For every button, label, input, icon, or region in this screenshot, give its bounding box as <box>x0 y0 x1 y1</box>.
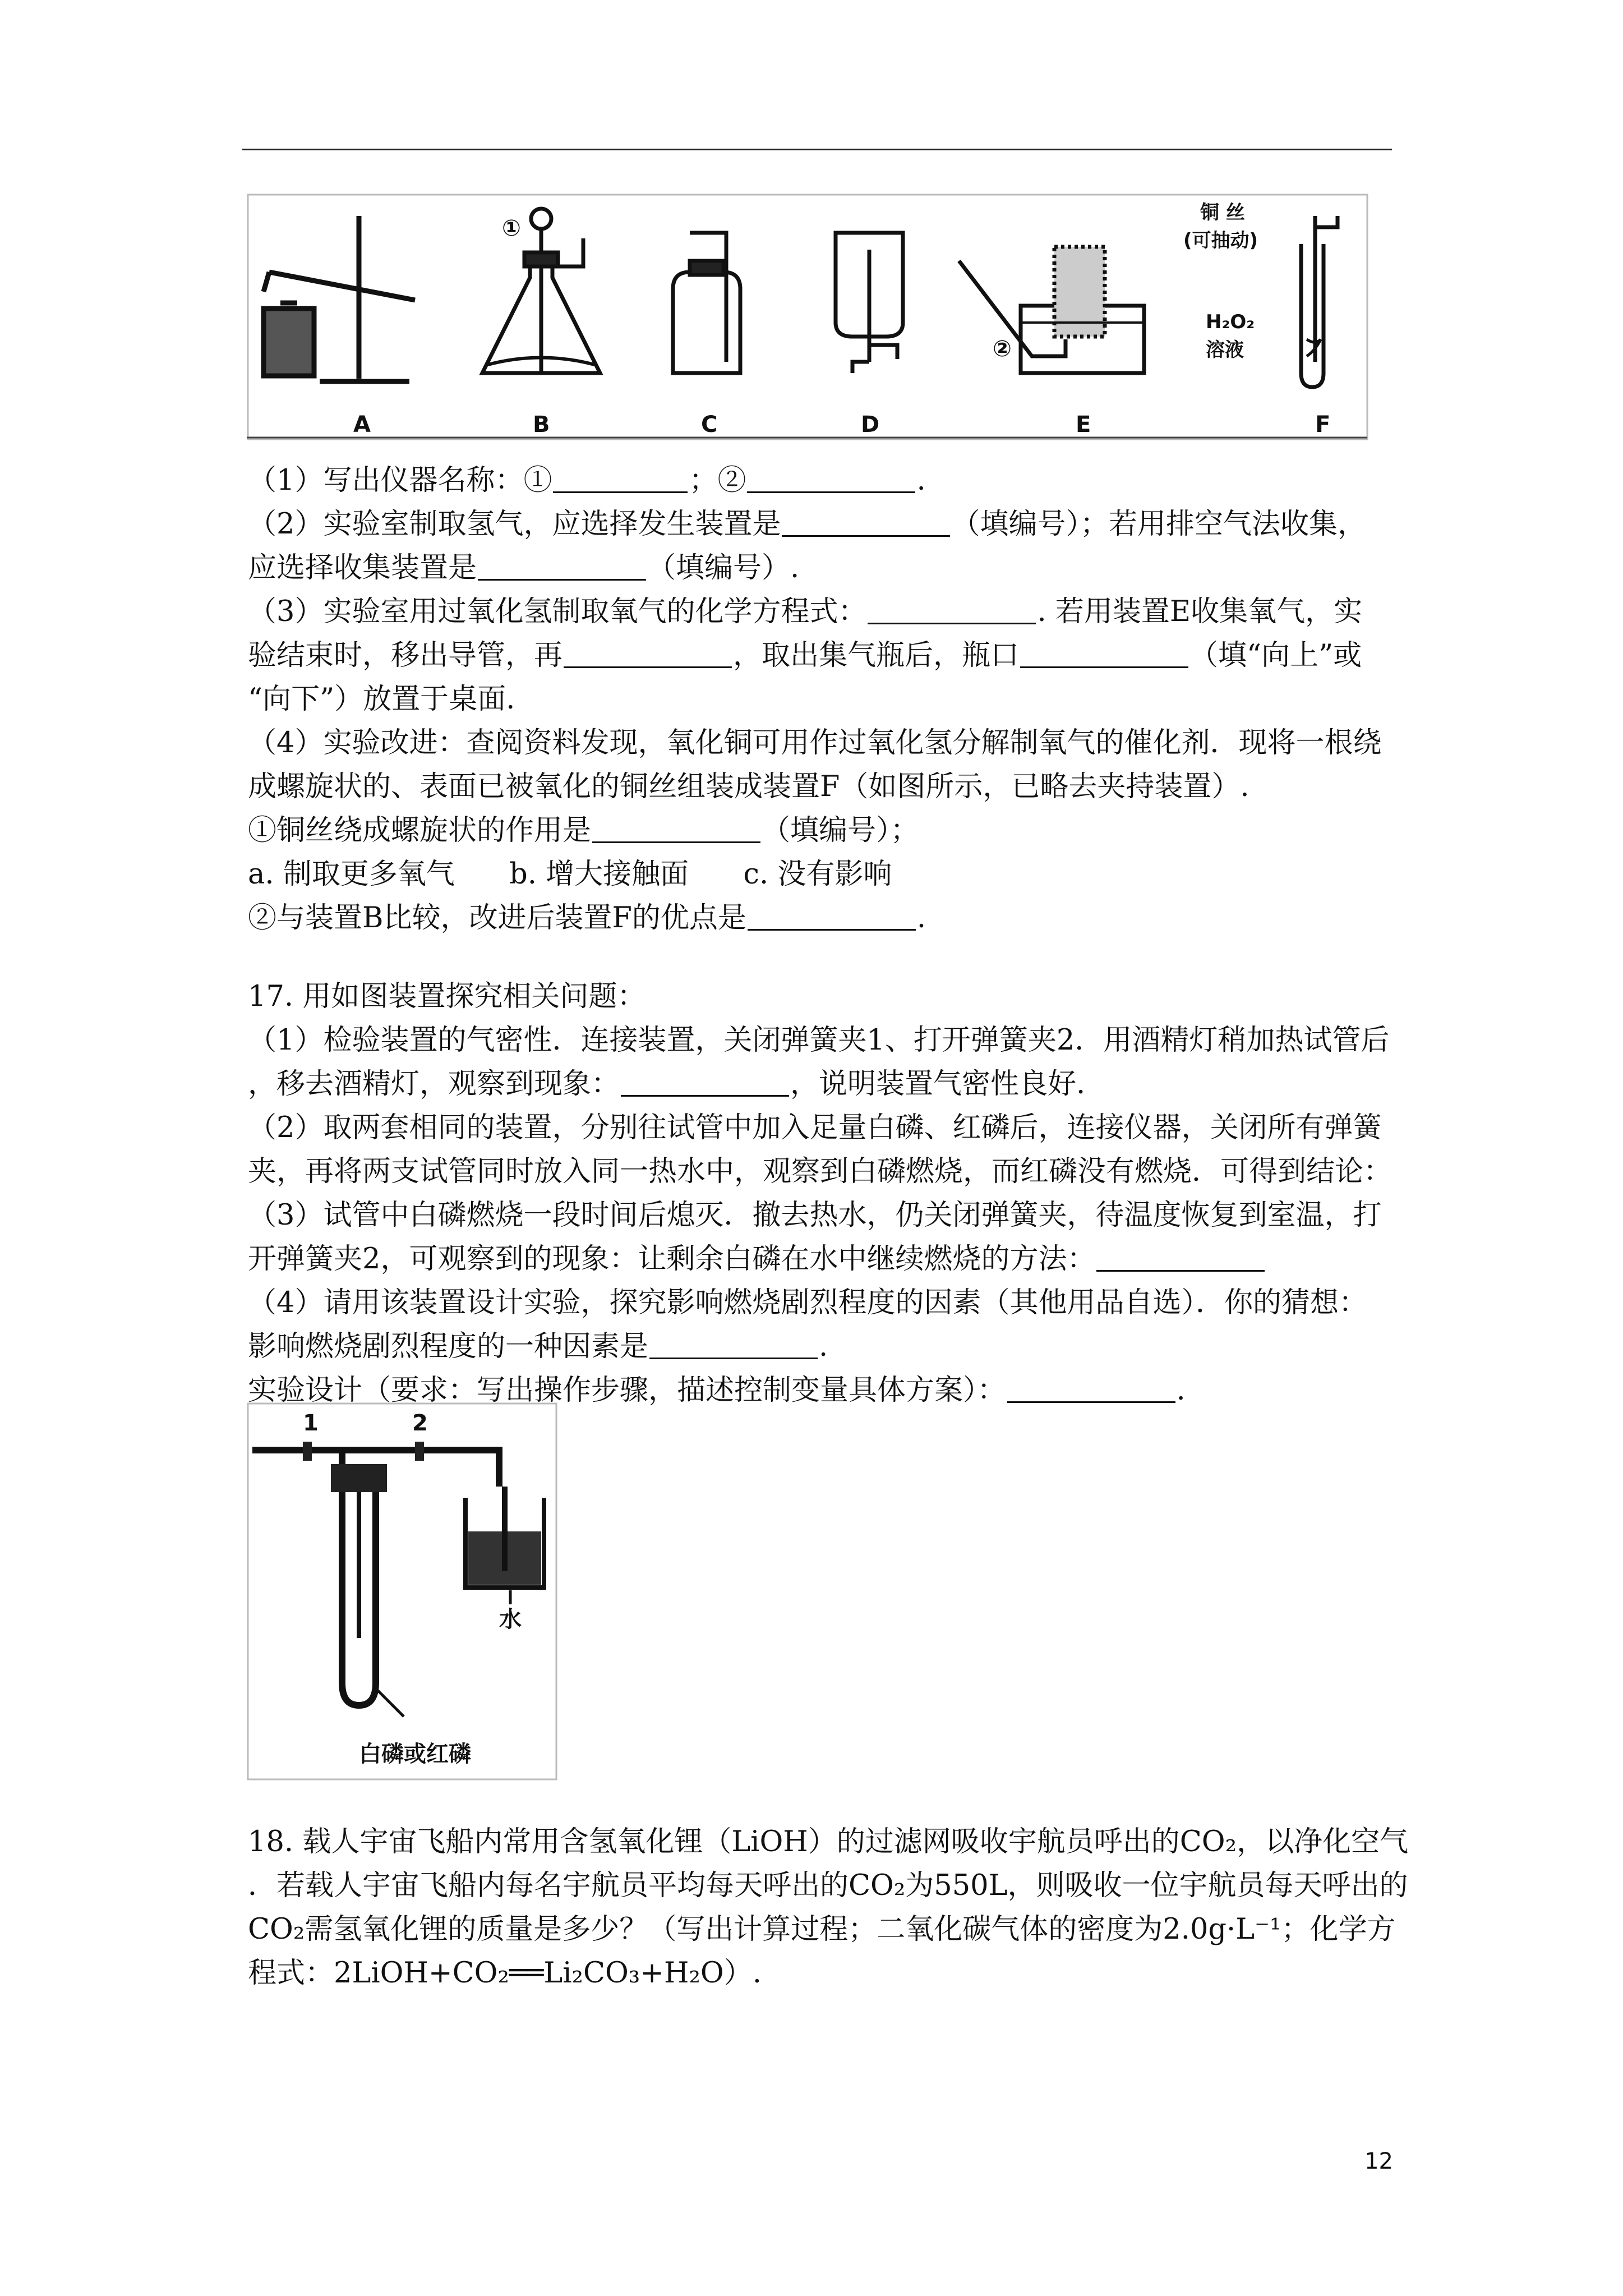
answer-blank-equation[interactable] <box>868 590 1036 624</box>
f-label-h2o2: H₂O₂ <box>1206 311 1255 333</box>
answer-blank-phenomenon[interactable] <box>621 1062 789 1097</box>
label-c: C <box>701 412 718 438</box>
question-17: 17. 用如图装置探究相关问题： （1）检验装置的气密性．连接装置，关闭弹簧夹1、打开弹簧夹2．用酒精灯稍加热试管后 ，移去酒精灯，观察到现象： ，说明装置气密性良好. （2）取两套相同的装置，分别往试管中加入足量白磷、红磷后，连接仪器，关闭所有弹簧 夹，再将两支试管同时放入同一热水中，观察到白磷燃烧，而红磷没有燃烧．可得到结论： （3）试管中白磷燃烧一段时间后熄灭．撤去热水，仍关闭弹簧夹，待温度恢复到室温，打 开弹簧夹2，可观察到的现象：让剩余白磷在水中继续燃烧的方法： （4）请用该装置设计实验，探究影响燃烧剧烈程度的因素（其他用品自选）．你的猜想： 影响燃烧剧烈程度的一种因素是 . 实验设计（要求：写出操作步骤，描述控制变量具体方案）： . <box>248 980 1393 1407</box>
label-f: F <box>1315 412 1331 438</box>
apparatus-a-drawing <box>264 216 415 381</box>
answer-blank-spiral[interactable] <box>592 809 760 843</box>
answer-blank-advantage[interactable] <box>748 896 916 931</box>
phosphorus-label: 白磷或红磷 <box>359 1741 471 1767</box>
answer-blank-collector[interactable] <box>478 546 646 581</box>
answer-blank-method[interactable] <box>1096 1237 1265 1272</box>
answer-blank-step[interactable] <box>564 634 732 668</box>
answer-blank-orientation[interactable] <box>1020 634 1188 668</box>
clip-1-label: 1 <box>303 1410 319 1436</box>
apparatus-b-drawing <box>482 209 600 373</box>
label-a: A <box>353 412 371 438</box>
phosphorus-apparatus-figure <box>247 1402 561 1784</box>
apparatus-figure-a-f <box>247 194 1368 446</box>
apparatus-f-drawing <box>1301 216 1338 387</box>
apparatus-d-drawing <box>836 233 903 373</box>
apparatus-e-drawing <box>959 247 1144 373</box>
f-label-solution: 溶液 <box>1206 339 1244 361</box>
label-d: D <box>861 412 880 438</box>
answer-blank-instrument-1[interactable] <box>553 459 688 493</box>
header-rule <box>242 149 1392 150</box>
answer-blank-generator[interactable] <box>782 503 950 537</box>
clip-2-label: 2 <box>412 1410 428 1436</box>
question-16-parts: （1）写出仪器名称：① ；② . （2）实验室制取氢气，应选择发生装置是 （填编号）；若用排空气法收集， 应选择收集装置是 （填编号）. （3）实验室用过氧化氢制取氧气的化学方程式： . 若用装置E收集氧气，实 验结束时，移出导管，再 ，取出集气瓶后，瓶口 （填“向上”或 “向下”）放置于桌面. （4）实验改进：查阅资料发现，氧化铜可用作过氧化氢分解制氧气的催化剂．现将一根绕 成螺旋状的、表面已被氧化的铜丝组装成装置F（如图所示，已略去夹持装置）. ①铜丝绕成螺旋状的作用是 （填编号）； a. 制取更多氧气 b. 增大接触面 c. 没有影响 ②与装置B比较，改进后装置F的优点是 . <box>248 459 1392 940</box>
page-number: 12 <box>1364 2148 1393 2174</box>
answer-blank-design[interactable] <box>1007 1369 1175 1403</box>
marker-1: ① <box>502 215 521 241</box>
apparatus-c-drawing <box>673 233 740 373</box>
label-e: E <box>1076 412 1091 438</box>
marker-2: ② <box>993 336 1012 362</box>
answer-blank-instrument-2[interactable] <box>747 459 915 493</box>
answer-blank-factor[interactable] <box>649 1325 818 1359</box>
f-label-copper-wire: 铜 丝 <box>1200 201 1245 224</box>
label-b: B <box>533 412 550 438</box>
question-18: 18. 载人宇宙飞船内常用含氢氧化锂（LiOH）的过滤网吸收宇航员呼出的CO₂，以净化空气 ．若载人宇宙飞船内每名宇航员平均每天呼出的CO₂为550L，则吸收一位宇航员每天呼出的 CO₂需氢氧化锂的质量是多少？（写出计算过程；二氧化碳气体的密度为2.0g·L⁻¹；化学方 程式：2LiOH+CO₂══Li₂CO₃+H₂O）. <box>248 1825 1409 1990</box>
f-label-movable: (可抽动) <box>1183 229 1258 252</box>
water-label: 水 <box>499 1607 522 1632</box>
